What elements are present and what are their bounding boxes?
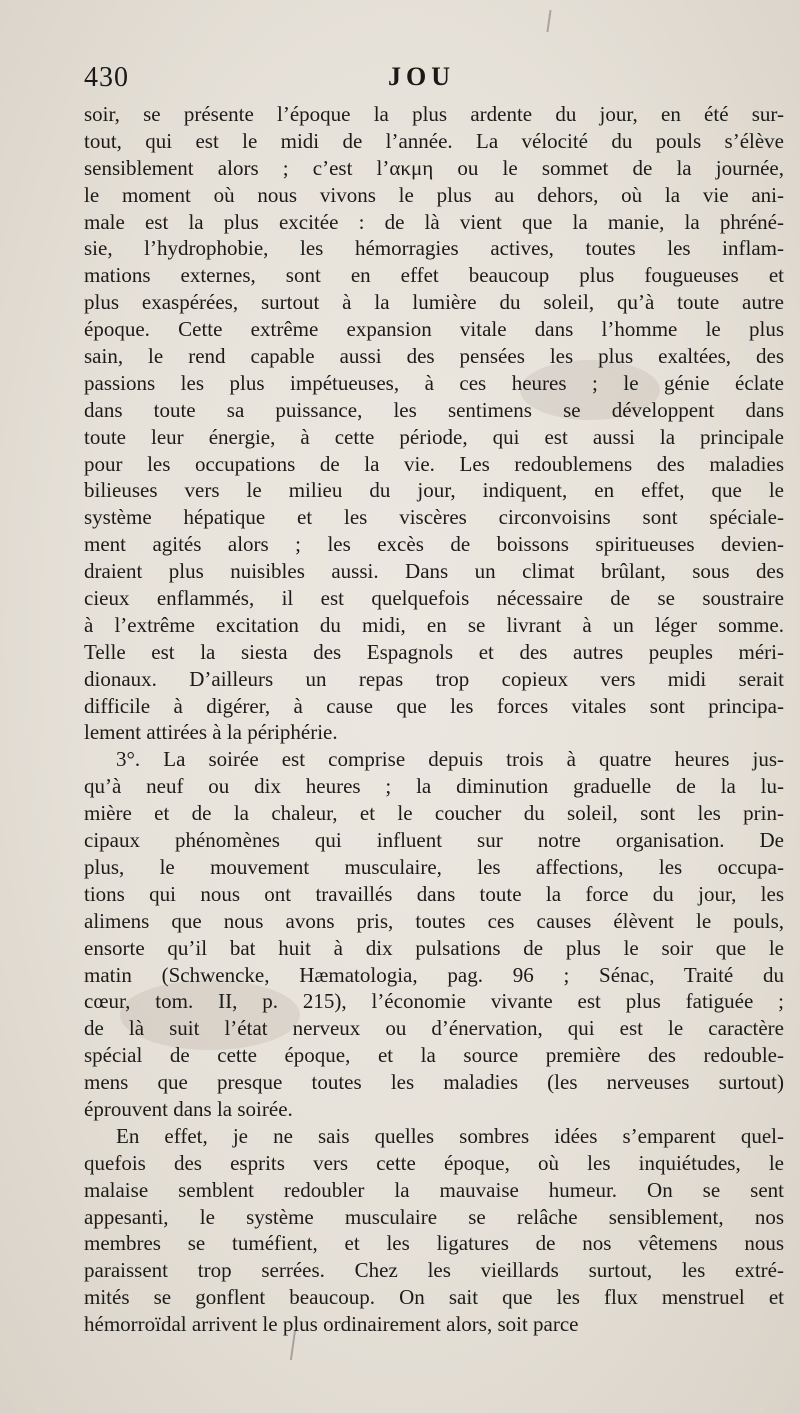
text-line: 3°. La soirée est comprise depuis trois à quatre heures jus- [116, 747, 784, 772]
text-line: mités se gonflent beaucoup. On sait que les flux menstruel et [84, 1285, 784, 1310]
text-line: alimens que nous avons pris, toutes ces causes élèvent le pouls, [84, 908, 784, 933]
text-line: tions qui nous ont travaillés dans toute la force du jour, les [84, 881, 784, 906]
paragraph [84, 1123, 784, 1338]
text-line: spécial de cette époque, et la source première des redouble- [84, 1043, 784, 1068]
text-line: En effet, je ne sais quelles sombres idées s’emparent quel- [116, 1123, 784, 1148]
text-line: Telle est la siesta des Espagnols et des autres peuples méri- [84, 639, 784, 664]
text-line: quefois des esprits vers cette époque, où les inquiétudes, le [84, 1150, 784, 1175]
text-line: cipaux phénomènes qui influent sur notre organisation. De [84, 828, 784, 853]
body-text [84, 101, 784, 1338]
text-line: le moment où nous vivons le plus au dehors, où la vie ani- [84, 182, 784, 207]
text-line: toute leur énergie, à cette période, qui est aussi la principale [84, 424, 784, 449]
text-line: plus exaspérées, surtout à la lumière du soleil, qu’à toute autre [84, 290, 784, 315]
text-line: bilieuses vers le milieu du jour, indiquent, en effet, que le [84, 478, 784, 503]
running-head: JOU [388, 62, 455, 91]
text-line: passions les plus impétueuses, à ces heures ; le génie éclate [84, 370, 784, 395]
text-line: sensiblement alors ; c’est l’ακμη ou le sommet de la journée, [84, 155, 784, 180]
page-header [84, 62, 784, 96]
text-line: appesanti, le système musculaire se relâche sensiblement, nos [84, 1204, 784, 1229]
text-line: à l’extrême excitation du midi, en se livrant à un léger somme. [84, 612, 784, 637]
text-line: cieux enflammés, il est quelquefois nécessaire de se soustraire [84, 586, 784, 611]
text-line: époque. Cette extrême expansion vitale dans l’homme le plus [84, 317, 784, 342]
pencil-mark [546, 10, 551, 32]
text-line: malaise semblent redoubler la mauvaise humeur. On se sent [84, 1177, 784, 1202]
text-line: membres se tuméfient, et les ligatures de nos vêtemens nous [84, 1231, 784, 1256]
text-line: ensorte qu’il bat huit à dix pulsations de plus le soir que le [84, 935, 784, 960]
paragraph [84, 746, 784, 1122]
text-line: de là suit l’état nerveux ou d’énervation, qui est le caractère [84, 1016, 784, 1041]
text-line: mière et de la chaleur, et le coucher du soleil, sont les prin- [84, 801, 784, 826]
text-line: soir, se présente l’époque la plus ardente du jour, en été sur- [84, 102, 784, 126]
text-line: mens que presque toutes les maladies (les nerveuses surtout) [84, 1070, 784, 1095]
text-line: matin (Schwencke, Hæmatologia, pag. 96 ; Sénac, Traité du [84, 962, 784, 987]
text-line: système hépatique et les viscères circonvoisins sont spéciale- [84, 505, 784, 530]
text-line: cœur, tom. II, p. 215), l’économie vivante est plus fatiguée ; [84, 989, 784, 1014]
text-line: qu’à neuf ou dix heures ; la diminution graduelle de la lu- [84, 774, 784, 799]
text-line: hémorroïdal arrivent le plus ordinairement alors, soit parce [84, 1312, 579, 1337]
text-line: lement attirées à la périphérie. [84, 720, 338, 745]
text-line: tout, qui est le midi de l’année. La vélocité du pouls s’élève [84, 128, 784, 153]
text-line: pour les occupations de la vie. Les redoublemens des maladies [84, 451, 784, 476]
page-number: 430 [84, 62, 129, 93]
text-line: ment agités alors ; les excès de boissons spiritueuses devien- [84, 532, 784, 557]
text-line: sain, le rend capable aussi des pensées les plus exaltées, des [84, 344, 784, 369]
text-line: éprouvent dans la soirée. [84, 1096, 293, 1121]
text-line: plus, le mouvement musculaire, les affections, les occupa- [84, 854, 784, 879]
text-line: mations externes, sont en effet beaucoup plus fougueuses et [84, 263, 784, 288]
paragraph [84, 101, 784, 746]
text-line: male est la plus excitée : de là vient que la manie, la phréné- [84, 209, 784, 234]
text-line: paraissent trop serrées. Chez les vieillards surtout, les extré- [84, 1258, 784, 1283]
text-line: draient plus nuisibles aussi. Dans un climat brûlant, sous des [84, 559, 784, 584]
text-line: dionaux. D’ailleurs un repas trop copieux vers midi serait [84, 666, 784, 691]
text-line: dans toute sa puissance, les sentimens se développent dans [84, 397, 784, 422]
text-line: difficile à digérer, à cause que les forces vitales sont principa- [84, 693, 784, 718]
text-line: sie, l’hydrophobie, les hémorragies actives, toutes les inflam- [84, 236, 784, 261]
